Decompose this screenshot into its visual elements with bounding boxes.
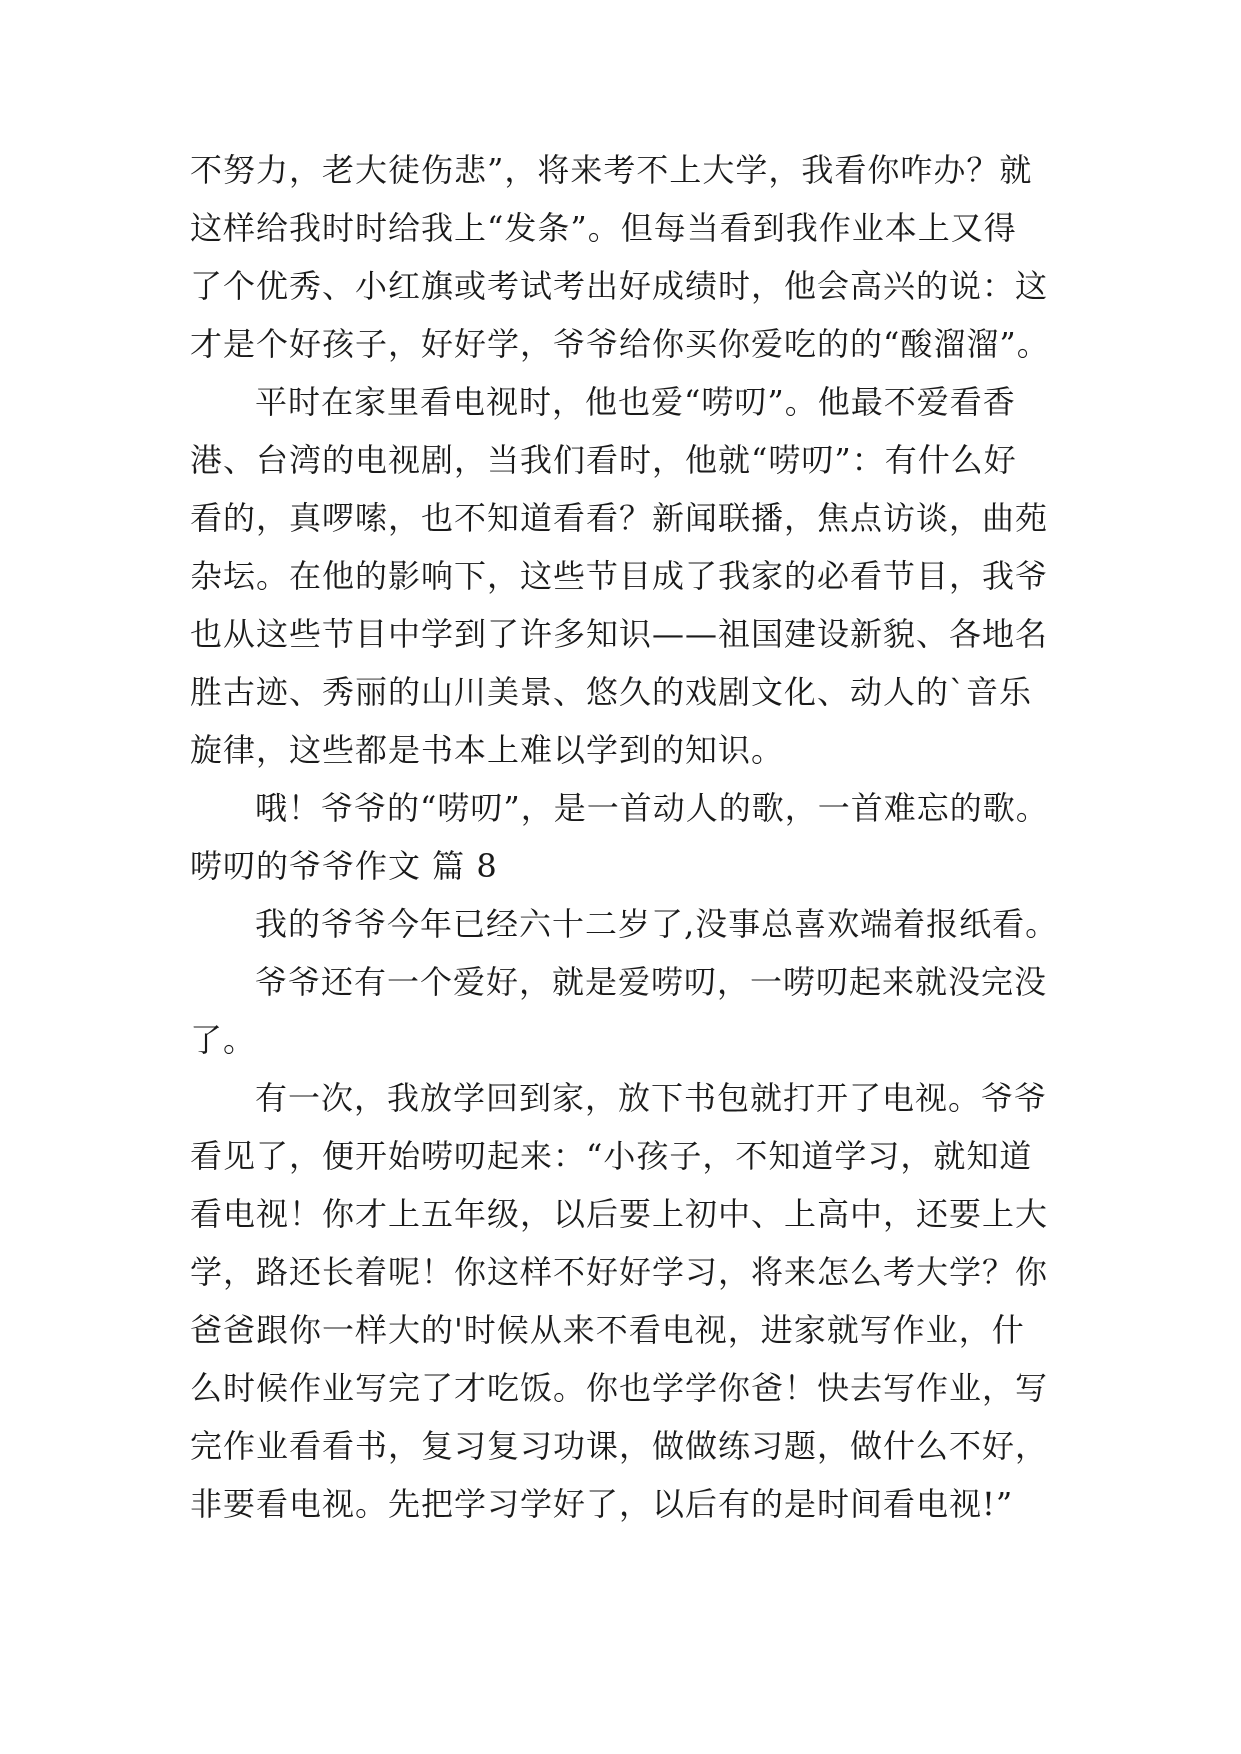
paragraph-start-line: 平时在家里看电视时，他也爱“唠叨”。他最不爱看香 — [255, 383, 1016, 421]
text-line: 非要看电视。先把学习学好了，以后有的是时间看电视!” — [190, 1485, 1014, 1523]
text-line: 看见了，便开始唠叨起来：“小孩子，不知道学习，就知道 — [190, 1137, 1033, 1175]
paragraph-start-line: 哦！爷爷的“唠叨”，是一首动人的歌，一首难忘的歌。 — [255, 789, 1049, 827]
text-line: 也从这些节目中学到了许多知识——祖国建设新貌、各地名 — [190, 615, 1049, 653]
section-heading: 唠叨的爷爷作文 篇 8 — [190, 847, 498, 885]
text-line: 学，路还长着呢！你这样不好好学习，将来怎么考大学？你 — [190, 1253, 1049, 1291]
text-line: 旋律，这些都是书本上难以学到的知识。 — [190, 731, 785, 769]
text-line: 这样给我时时给我上“发条”。但每当看到我作业本上又得 — [190, 209, 1017, 247]
text-line: 不努力，老大徒伤悲”，将来考不上大学，我看你咋办？就 — [190, 151, 1033, 189]
paragraph-start-line: 我的爷爷今年已经六十二岁了,没事总喜欢端着报纸看。 — [255, 905, 1059, 943]
text-line: 了。 — [190, 1021, 257, 1059]
text-line: 港、台湾的电视剧，当我们看时，他就“唠叨”：有什么好 — [190, 441, 1017, 479]
paragraph-start-line: 爷爷还有一个爱好，就是爱唠叨，一唠叨起来就没完没 — [255, 963, 1048, 1001]
text-line: 了个优秀、小红旗或考试考出好成绩时，他会高兴的说：这 — [190, 267, 1049, 305]
paragraph-start-line: 有一次，我放学回到家，放下书包就打开了电视。爷爷 — [255, 1079, 1048, 1117]
text-line: 才是个好孩子，好好学，爷爷给你买你爱吃的的“酸溜溜”。 — [190, 325, 1050, 363]
text-line: 胜古迹、秀丽的山川美景、悠久的戏剧文化、动人的`音乐 — [190, 673, 1033, 711]
text-line: 看电视！你才上五年级，以后要上初中、上高中，还要上大 — [190, 1195, 1049, 1233]
text-line: 杂坛。在他的影响下，这些节目成了我家的必看节目，我爷 — [190, 557, 1049, 595]
text-line: 爸爸跟你一样大的'时候从来不看电视，进家就写作业，什 — [190, 1311, 1025, 1349]
text-line: 么时候作业写完了才吃饭。你也学学你爸！快去写作业，写 — [190, 1369, 1049, 1407]
text-line: 完作业看看书，复习复习功课，做做练习题，做什么不好， — [190, 1427, 1049, 1465]
text-line: 看的，真啰嗦，也不知道看看？新闻联播，焦点访谈，曲苑 — [190, 499, 1049, 537]
